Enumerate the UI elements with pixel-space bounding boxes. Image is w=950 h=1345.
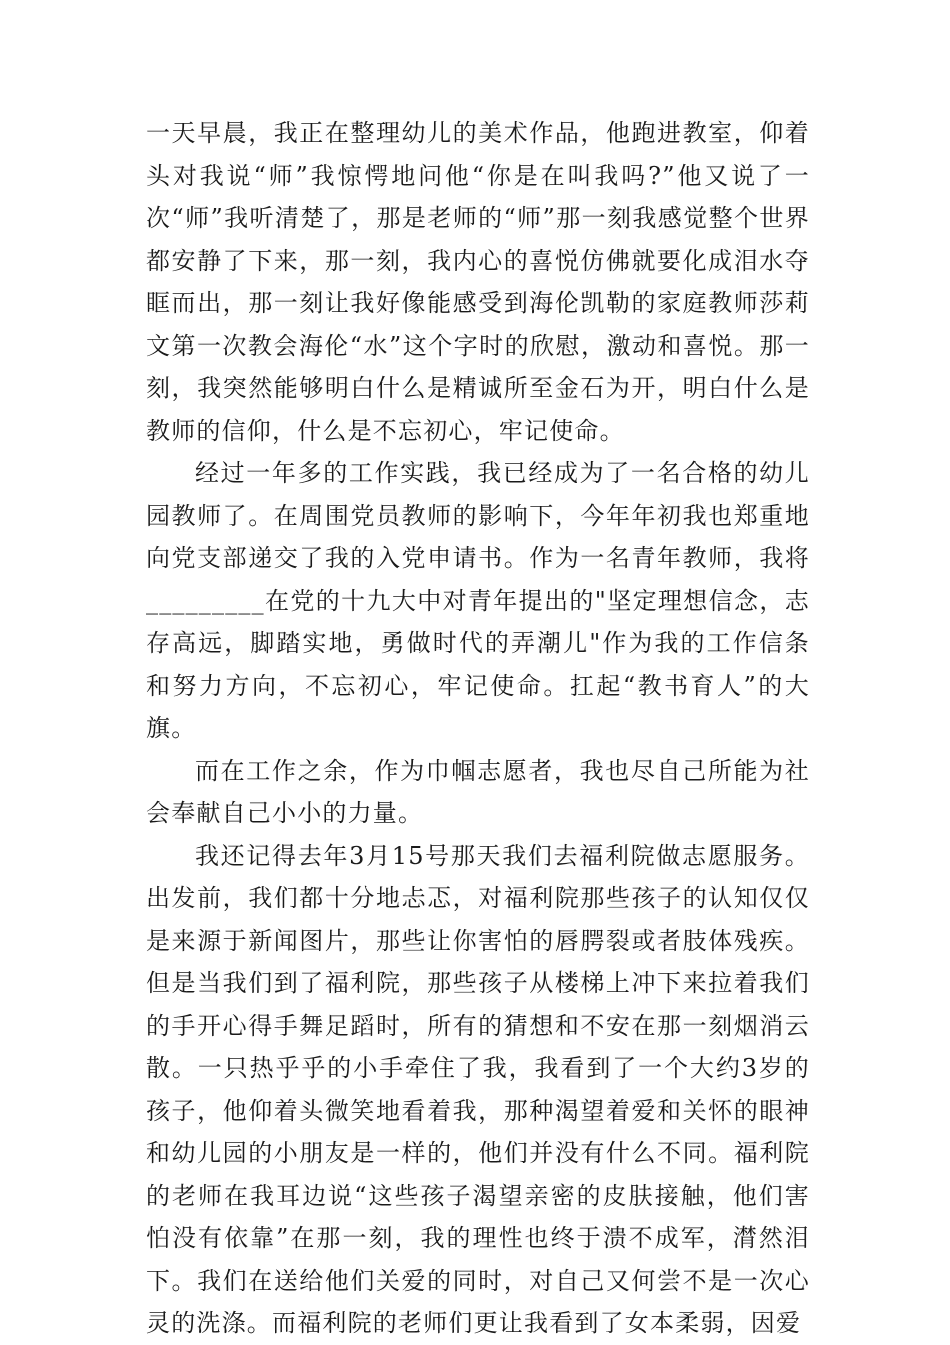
document-body	[146, 112, 810, 1345]
paragraph-3: 而在工作之余，作为巾帼志愿者，我也尽自己所能为社会奉献自己小小的力量。	[146, 756, 810, 827]
paragraph-2: 经过一年多的工作实践，我已经成为了一名合格的幼儿园教师了。在周围党员教师的影响下，今年年初我也郑重地向党支部递交了我的入党申请书。作为一名青年教师，我将_________在党的十九大中对青年提出的"坚定理想信念，志存高远，脚踏实地，勇做时代的弄潮儿"作为我的工作信条和努力方向，不忘初心，牢记使命。扛起“教书育人”的大旗。	[146, 459, 810, 742]
paragraph-4: 我还记得去年3月15号那天我们去福利院做志愿服务。出发前，我们都十分地忐忑，对福利院那些孩子的认知仅仅是来源于新闻图片，那些让你害怕的唇腭裂或者肢体残疾。但是当我们到了福利院，那些孩子从楼梯上冲下来拉着我们的手开心得手舞足蹈时，所有的猜想和不安在那一刻烟消云散。一只热乎乎的小手牵住了我，我看到了一个大约3岁的孩子，他仰着头微笑地看着我，那种渴望着爱和关怀的眼神和幼儿园的小朋友是一样的，他们并没有什么不同。福利院的老师在我耳边说“这些孩子渴望亲密的皮肤接触，他们害怕没有依靠”在那一刻，我的理性也终于溃不成军，潸然泪下。我们在送给他们关爱的同时，对自己又何尝不是一次心灵的洗涤。而福利院的老师们更让我看到了女本柔弱，因爱	[146, 841, 810, 1337]
paragraph-1: 一天早晨，我正在整理幼儿的美术作品，他跑进教室，仰着头对我说“师”我惊愕地问他“你是在叫我吗?”他又说了一次“师”我听清楚了，那是老师的“师”那一刻我感觉整个世界都安静了下来，那一刻，我内心的喜悦仿佛就要化成泪水夺眶而出，那一刻让我好像能感受到海伦凯勒的家庭教师莎莉文第一次教会海伦“水”这个字时的欣慰，激动和喜悦。那一刻，我突然能够明白什么是精诚所至金石为开，明白什么是教师的信仰，什么是不忘初心，牢记使命。	[146, 119, 810, 445]
